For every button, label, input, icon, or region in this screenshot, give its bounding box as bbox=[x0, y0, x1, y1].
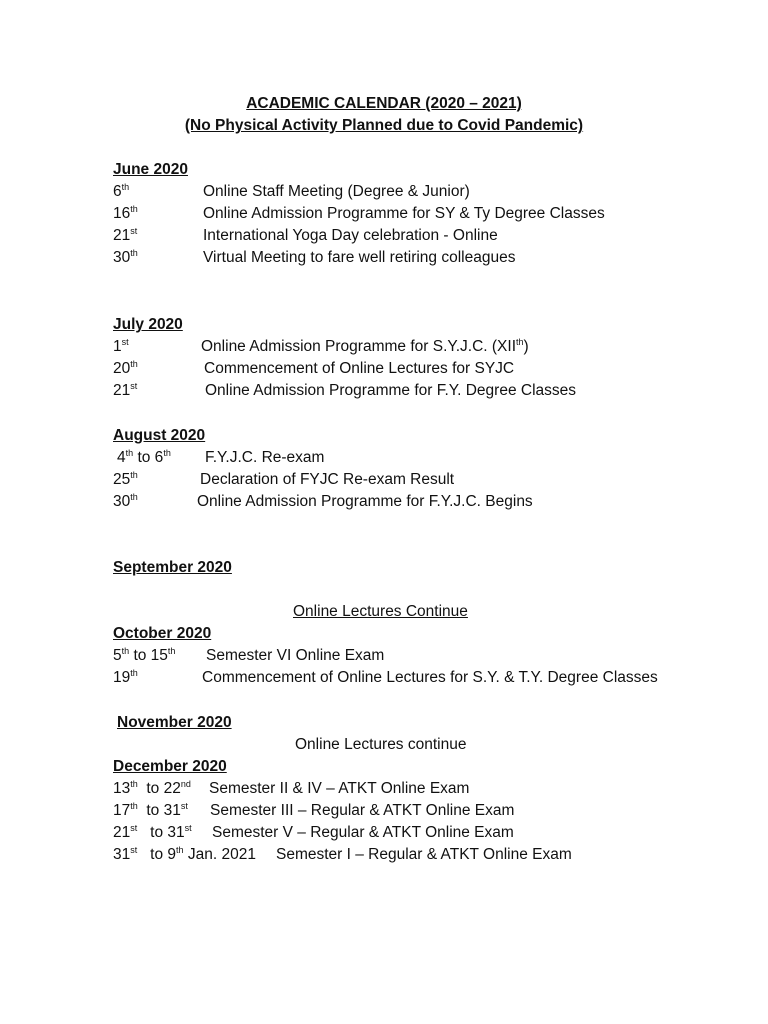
event-date: 21st to 31st bbox=[113, 823, 192, 841]
event-description: F.Y.J.C. Re-exam bbox=[205, 449, 325, 466]
month-note-september: Online Lectures Continue bbox=[293, 603, 468, 620]
event-date: 1st bbox=[113, 337, 129, 355]
event-description: Semester I – Regular & ATKT Online Exam bbox=[276, 846, 572, 863]
event-description: International Yoga Day celebration - Online bbox=[203, 227, 498, 244]
event-date: 21st bbox=[113, 226, 138, 244]
event-date: 5th to 15th bbox=[113, 646, 176, 664]
event-date: 13th to 22nd bbox=[113, 779, 191, 797]
event-description: Online Admission Programme for F.Y.J.C. Begins bbox=[197, 493, 533, 510]
document-title: ACADEMIC CALENDAR (2020 – 2021) bbox=[246, 95, 522, 112]
event-description: Online Staff Meeting (Degree & Junior) bbox=[203, 183, 470, 200]
event-description: Online Admission Programme for S.Y.J.C. (XIIth) bbox=[201, 337, 529, 355]
event-date: 19th bbox=[113, 668, 138, 686]
event-description: Semester II & IV – ATKT Online Exam bbox=[209, 780, 470, 797]
document-subtitle: (No Physical Activity Planned due to Covid Pandemic) bbox=[184, 117, 584, 134]
event-date: 17th to 31st bbox=[113, 801, 188, 819]
month-heading-october: October 2020 bbox=[113, 625, 212, 642]
event-date: 30th bbox=[113, 492, 138, 510]
event-date: 25th bbox=[113, 470, 138, 488]
month-heading-august: August 2020 bbox=[113, 427, 206, 444]
event-description: Commencement of Online Lectures for S.Y. & T.Y. Degree Classes bbox=[202, 669, 658, 686]
event-description: Online Admission Programme for SY & Ty Degree Classes bbox=[203, 205, 605, 222]
event-date: 30th bbox=[113, 248, 138, 266]
event-date: 16th bbox=[113, 204, 138, 222]
month-heading-september: September 2020 bbox=[113, 559, 232, 576]
event-description: Online Admission Programme for F.Y. Degree Classes bbox=[205, 382, 577, 399]
event-description: Semester III – Regular & ATKT Online Exam bbox=[210, 802, 515, 819]
event-description: Semester VI Online Exam bbox=[206, 647, 385, 664]
event-description: Virtual Meeting to fare well retiring colleagues bbox=[203, 249, 516, 266]
event-date: 31st to 9th Jan. 2021 bbox=[113, 845, 256, 863]
event-date: 4th to 6th bbox=[117, 448, 171, 466]
month-heading-july: July 2020 bbox=[113, 316, 183, 333]
event-date: 20th bbox=[113, 359, 138, 377]
event-description: Declaration of FYJC Re-exam Result bbox=[200, 471, 455, 488]
month-note-november: Online Lectures continue bbox=[295, 736, 467, 753]
month-heading-june: June 2020 bbox=[113, 161, 188, 178]
month-heading-november: November 2020 bbox=[117, 714, 232, 731]
event-date: 6th bbox=[113, 182, 130, 200]
event-description: Commencement of Online Lectures for SYJC bbox=[204, 360, 515, 377]
event-description: Semester V – Regular & ATKT Online Exam bbox=[212, 824, 514, 841]
month-heading-december: December 2020 bbox=[113, 758, 227, 775]
event-date: 21st bbox=[113, 381, 138, 399]
